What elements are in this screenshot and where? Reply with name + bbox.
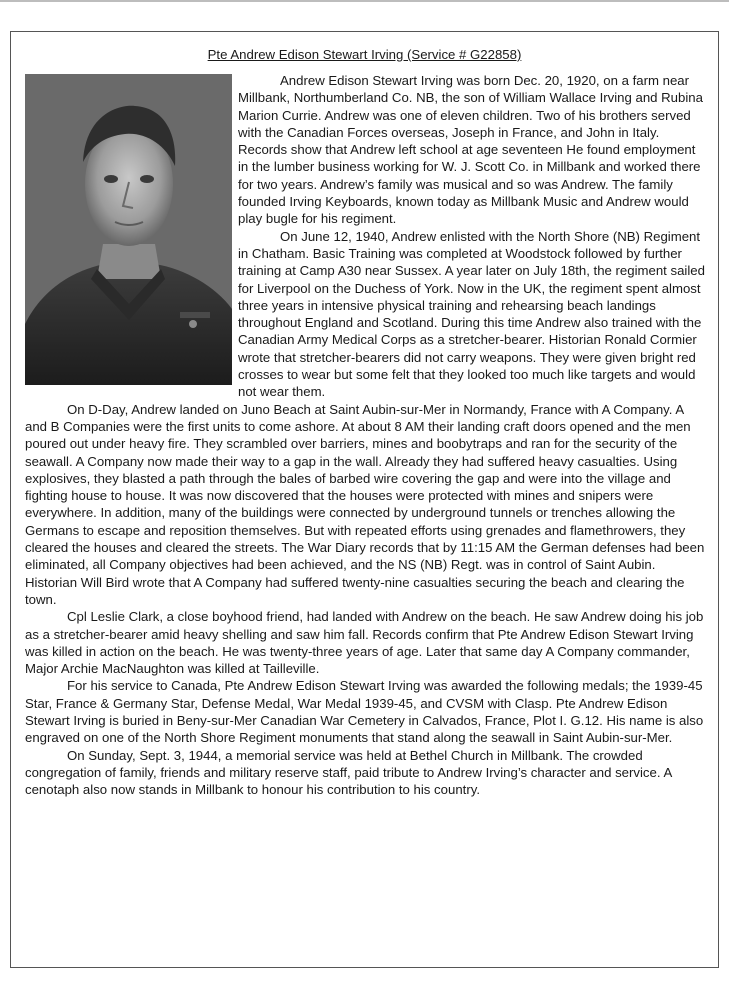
paragraph-birth: Andrew Edison Stewart Irving was born Dec. 20, 1920, on a farm near Millbank, Northumberland Co. NB, the son of William Wallace Irving and Rubina Marion Currie. Andrew was one of eleven children. Two of his brothers served with the Canadian Forces overseas, Joseph in France, and John in Italy. Records show that Andrew left school at age seventeen He found employment in the lumber business working for W. J. Scott Co. in Millbank and worked there for two years. Andrew’s family was musical and so was Andrew. The family founded Irving Keyboards, known today as Millbank Music and Andrew would play bugle for his regiment. (238, 73, 703, 227)
paragraph-memorial: On Sunday, Sept. 3, 1944, a memorial service was held at Bethel Church in Millbank. The crowded congregation of family, friends and military reserve staff, paid tribute to Andrew Irving’s character and service. A cenotaph also now stands in Millbank to honour his contribution to his country. (25, 747, 672, 798)
paragraph-enlistment: On June 12, 1940, Andrew enlisted with the North Shore (NB) Regiment in Chatham. Basic Training was completed at Woodstock followed by further training at Camp A30 near Sussex. A year later on July 18th, the regiment sailed for Liverpool on the Duchess of York. Now in the UK, the regiment spent almost three years in intensive physical training and rehearsing beach landings throughout England and Scotland. During this time Andrew also trained with the Canadian Army Medical Corps as a stretcher-bearer. Historian Ronald Cormier wrote that stretcher-bearers did not carry weapons. They were given bright red crosses to wear but some felt that they looked too much like targets and would not wear them. (238, 228, 705, 400)
paragraph-medals: For his service to Canada, Pte Andrew Edison Stewart Irving was awarded the following medals; the 1939-45 Star, France & Germany Star, Defense Medal, War Medal 1939-45, and CVSM with Clasp. Pte Andrew Edison Stewart Irving is buried in Beny-sur-Mer Canadian War Cemetery in Calvados, France, Plot I. G.12. His name is also engraved on one of the North Shore Regiment monuments that stand along the seawall in Saint Aubin-sur-Mer. (25, 678, 704, 746)
top-divider (0, 0, 729, 2)
paragraph-death: Cpl Leslie Clark, a close boyhood friend, had landed with Andrew on the beach. He saw Andrew doing his job as a stretcher-bearer amid heavy shelling and saw him fall. Records confirm that Pte Andrew Edison Stewart Irving was killed in action on the beach. He was twenty-three years of age. Later that same day A Company commander, Major Archie MacNaughton was killed at Tailleville. (25, 609, 704, 677)
soldier-portrait-icon (25, 74, 232, 385)
portrait-photo (25, 74, 232, 385)
biography-body (25, 72, 709, 798)
page-title: Pte Andrew Edison Stewart Irving (Service # G22858) (207, 47, 522, 62)
document-frame (10, 31, 719, 968)
paragraph-d-day: On D-Day, Andrew landed on Juno Beach at Saint Aubin-sur-Mer in Normandy, France with A Company. A and B Companies were the first units to come ashore. At about 8 AM their landing craft doors opened and the men poured out under heavy fire. They scrambled over barriers, mines and boobytraps and ran for the security of the seawall. A Company now made their way to a gap in the wall. Already they had suffered heavy casualties. Using explosives, they blasted a path through the bales of barbed wire covering the gap and were into the village and fighting house to house. It was now discovered that the houses were protected with mines and snipers were everywhere. In addition, many of the buildings were connected by underground tunnels or trenches allowing the Germans to escape and reposition themselves. But with repeated efforts using grenades and flamethrowers, they cleared the houses and cleared the streets. The War Diary records that by 11:15 AM the German defenses had been eliminated, all Company objectives had been achieved, and the NS (NB) Regt. was in control of Saint Aubin. Historian Will Bird wrote that A Company had suffered twenty-nine casualties securing the beach and clearing the town. (25, 401, 705, 607)
